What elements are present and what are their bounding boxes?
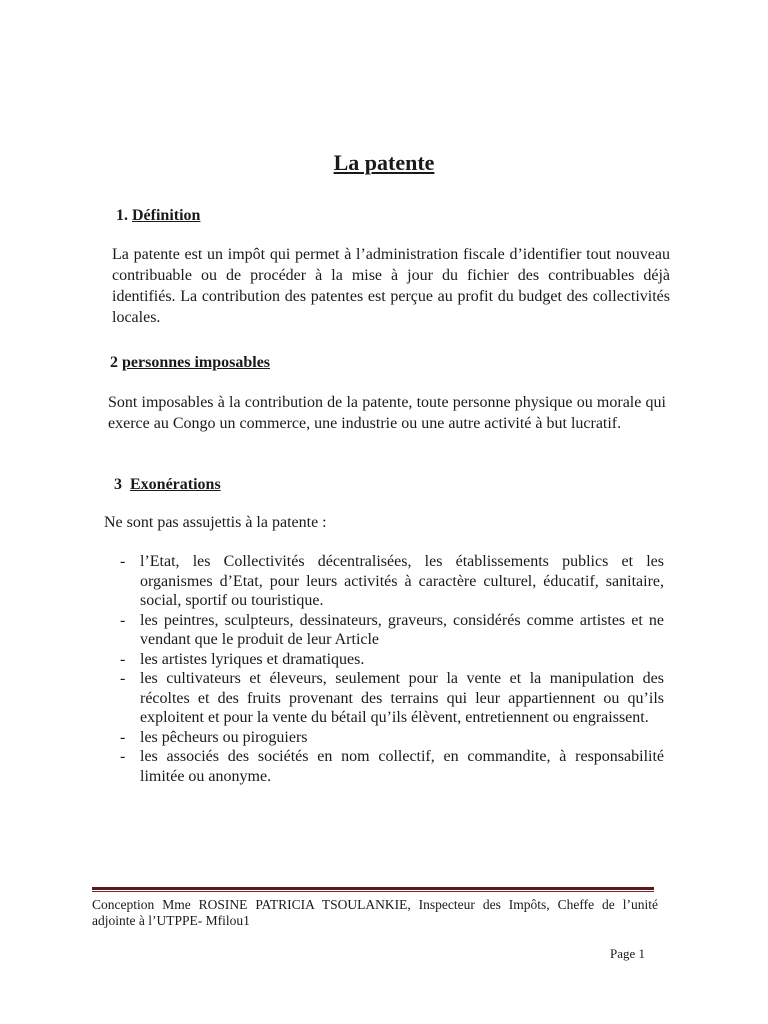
section-number: 3 [114,476,122,493]
bullet-dash: - [120,670,126,687]
list-item-text: l’Etat, les Collectivités décentralisées, les établissements publics et les organismes d’Etat, pour leurs activités à caractère culturel, éducatif, sanitaire, social, sportif ou touristique. [140,553,664,609]
section-title: personnes imposables [122,354,271,371]
bullet-dash: - [120,728,126,746]
exonerations-list [116,552,664,786]
list-item [116,611,664,650]
bullet-dash: - [120,611,126,629]
list-item-text: les associés des sociétés en nom collectif, en commandite, à responsabilité limitée ou anonyme. [140,748,664,785]
list-item [116,552,664,611]
section-title: Définition [132,207,201,224]
bullet-dash: - [120,553,126,570]
list-item-text: les pêcheurs ou piroguiers [140,728,308,746]
list-item-text: les cultivateurs et éleveurs, seulement pour la vente et la manipulation des récoltes et des fruits provenant des terrains qui leur appartiennent ou qu’ils exploitent et pour la vente du bétail qu’ils élèvent, entretiennent ou engraissent. [140,670,664,726]
footer-rule [92,887,654,890]
footer-rule-thin [92,891,654,892]
bullet-dash: - [120,748,126,765]
list-item [116,650,664,670]
bullet-dash: - [120,650,126,668]
list-item [116,669,664,728]
exonerations-intro: Ne sont pas assujettis à la patente : [104,514,327,531]
section-heading-imposables [110,354,270,372]
page-title: La patente [333,150,435,175]
section-number: 2 [110,354,118,371]
section-title: Exonérations [130,476,221,493]
list-item [116,728,664,748]
list-item [116,747,664,786]
section-heading-exonerations [114,476,221,494]
list-item-text: les peintres, sculpteurs, dessinateurs, graveurs, considérés comme artistes et ne vendant que le produit de leur Article [140,611,664,648]
imposables-paragraph: Sont imposables à la contribution de la patente, toute personne physique ou morale qui exerce au Congo un commerce, une industrie ou une autre activité à but lucratif. [108,394,666,432]
section-number: 1. [116,207,128,224]
footer-credit: Conception Mme ROSINE PATRICIA TSOULANKIE, Inspecteur des Impôts, Cheffe de l’unité adjointe à l’UTPPE- Mfilou1 [92,897,658,928]
list-item-text: les artistes lyriques et dramatiques. [140,650,365,668]
definition-paragraph: La patente est un impôt qui permet à l’administration fiscale d’identifier tout nouveau contribuable ou de procéder à la mise à jour du fichier des contribuables déjà identifiés. La contribution des patentes est perçue au profit du budget des collectivités locales. [112,246,670,326]
page-number: Page 1 [610,946,646,961]
section-heading-definition [116,207,200,225]
